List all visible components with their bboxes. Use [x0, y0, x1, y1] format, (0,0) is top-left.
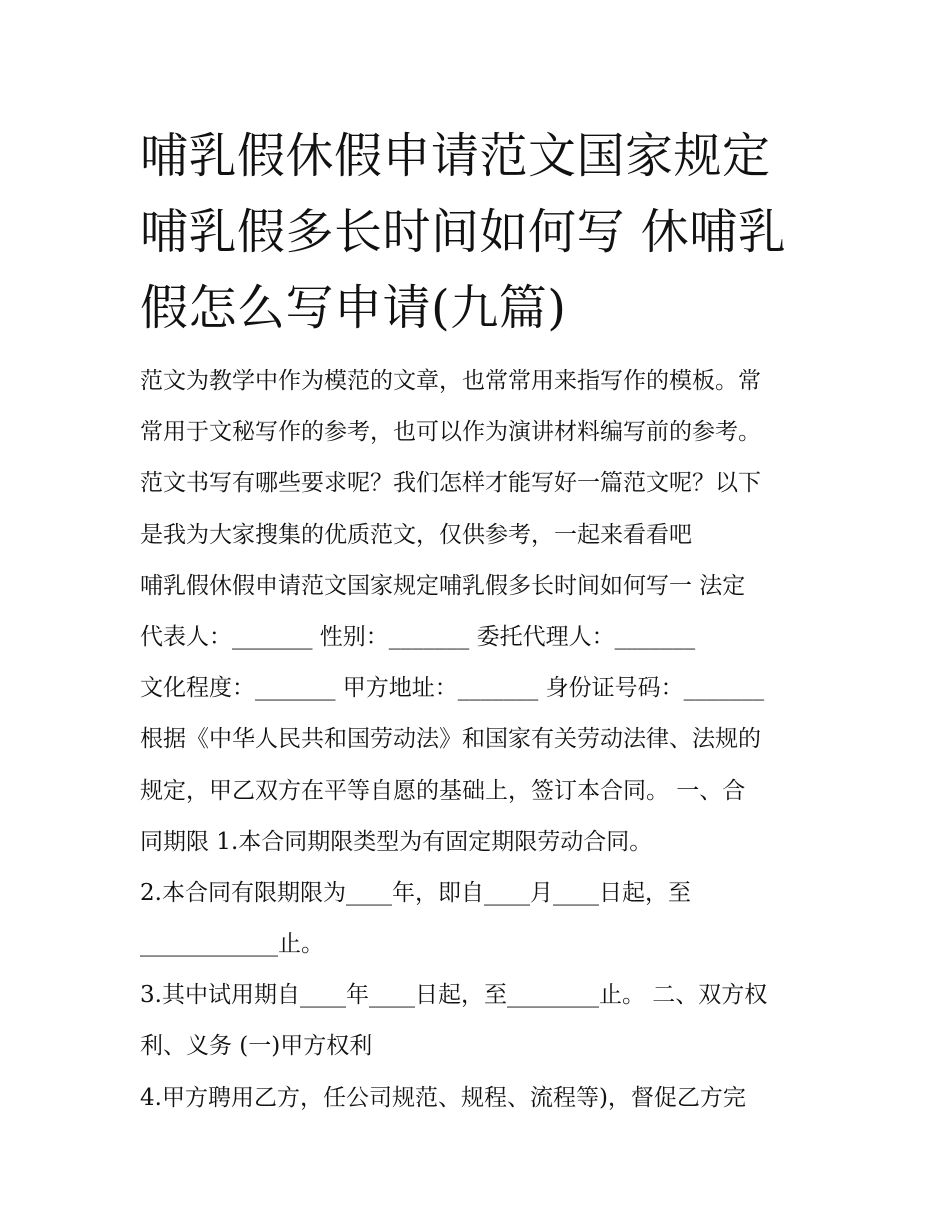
document-title [140, 118, 820, 346]
body-line: 2.本合同有限期限为____年，即自____月____日起，至 [140, 879, 691, 906]
body-line: 根据《中华人民共和国劳动法》和国家有关劳动法律、法规的 [140, 726, 761, 753]
body-line: 是我为大家搜集的优质范文，仅供参考，一起来看看吧 [140, 521, 692, 548]
body-line: ____________止。 [140, 931, 324, 958]
body-line: 哺乳假休假申请范文国家规定哺乳假多长时间如何写一 法定 [140, 572, 746, 599]
body-line: 代表人：_______ 性别：_______ 委托代理人：_______ [140, 623, 696, 650]
body-line: 规定，甲乙双方在平等自愿的基础上，签订本合同。 一、合 [140, 777, 746, 804]
title-line: 哺乳假多长时间如何写 休哺乳 [140, 204, 787, 260]
document-body [140, 356, 830, 1124]
body-line: 常用于文秘写作的参考，也可以作为演讲材料编写前的参考。 [140, 419, 761, 446]
body-line: 3.其中试用期自____年____日起，至________止。 二、双方权 [140, 982, 768, 1009]
body-line: 同期限 1.本合同期限类型为有固定期限劳动合同。 [140, 828, 653, 855]
body-line: 范文书写有哪些要求呢？我们怎样才能写好一篇范文呢？以下 [140, 470, 761, 497]
body-line: 范文为教学中作为模范的文章，也常常用来指写作的模板。常 [140, 368, 761, 394]
body-line: 文化程度：_______ 甲方地址：_______ 身份证号码：_______ [140, 675, 765, 702]
body-line: 4.甲方聘用乙方，任公司规范、规程、流程等)，督促乙方完 [140, 1084, 746, 1111]
title-line: 哺乳假休假申请范文国家规定 [140, 128, 771, 184]
title-line: 假怎么写申请(九篇) [140, 280, 567, 336]
body-line: 利、义务 (一)甲方权利 [140, 1033, 373, 1060]
